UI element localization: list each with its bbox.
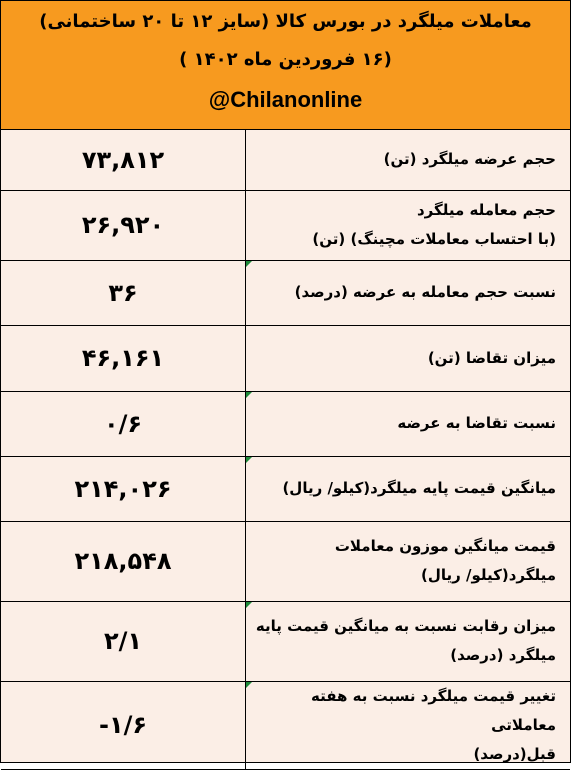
table-row bbox=[1, 190, 570, 260]
table-row bbox=[1, 391, 570, 456]
row-label bbox=[246, 190, 571, 260]
stats-table bbox=[1, 130, 570, 770]
row-value bbox=[1, 260, 246, 325]
header-channel-handle: @Chilanonline bbox=[208, 87, 363, 112]
row-label bbox=[246, 325, 571, 391]
row-label bbox=[246, 260, 571, 325]
row-value bbox=[1, 190, 246, 260]
row-label bbox=[246, 681, 571, 769]
row-label-text: میانگین قیمت پایه میلگرد(کیلو/ ریال) bbox=[282, 479, 556, 497]
row-label bbox=[246, 130, 571, 190]
row-value-text: ۷۳,۸۱۲ bbox=[81, 145, 165, 174]
row-label bbox=[246, 456, 571, 521]
row-value bbox=[1, 601, 246, 681]
cell-comment-marker-icon bbox=[246, 392, 252, 398]
header-title: معاملات میلگرد در بورس کالا (سایز ۱۲ تا ۲۰ ساختمانی) bbox=[39, 11, 532, 32]
cell-comment-marker-icon bbox=[246, 457, 252, 463]
cell-comment-marker-icon bbox=[246, 261, 252, 267]
row-value-text: ۲/۱ bbox=[103, 627, 143, 655]
table-row bbox=[1, 325, 570, 391]
table-row bbox=[1, 601, 570, 681]
row-label-text: نسبت تقاضا به عرضه bbox=[397, 414, 556, 432]
row-value bbox=[1, 130, 246, 190]
row-label bbox=[246, 391, 571, 456]
row-value-text: ۳۶ bbox=[108, 278, 138, 307]
row-label-text: میزان رقابت نسبت به میانگین قیمت پایه میلگرد (درصد) bbox=[255, 617, 556, 664]
table-row bbox=[1, 681, 570, 769]
row-label-text: میزان تقاضا (تن) bbox=[427, 348, 556, 367]
table-row bbox=[1, 130, 570, 190]
row-value bbox=[1, 325, 246, 391]
row-label-text: حجم معامله میلگرد (با احتساب معاملات مچینگ) (تن) bbox=[312, 201, 556, 248]
row-value bbox=[1, 391, 246, 456]
row-label bbox=[246, 521, 571, 601]
row-label bbox=[246, 601, 571, 681]
table-row bbox=[1, 521, 570, 601]
row-value-text: -۱/۶ bbox=[98, 711, 148, 739]
row-label-text: قیمت میانگین موزون معاملات میلگرد(کیلو/ ریال) bbox=[334, 537, 556, 584]
table-row bbox=[1, 260, 570, 325]
row-label-text: نسبت حجم معامله به عرضه (درصد) bbox=[294, 283, 556, 301]
row-label-text: تغییر قیمت میلگرد نسبت به هفته معاملاتی قبل(درصد) bbox=[311, 686, 556, 763]
row-value bbox=[1, 456, 246, 521]
table-row bbox=[1, 456, 570, 521]
row-value-text: ۲۱۸,۵۴۸ bbox=[74, 547, 172, 575]
row-value-text: ۴۶,۱۶۱ bbox=[81, 344, 165, 372]
table-header bbox=[1, 1, 570, 130]
cell-comment-marker-icon bbox=[246, 682, 252, 688]
header-date: (۱۶ فروردین ماه ۱۴۰۲ ) bbox=[179, 49, 392, 70]
row-value-text: ۲۶,۹۲۰ bbox=[81, 211, 165, 239]
row-value bbox=[1, 521, 246, 601]
cell-comment-marker-icon bbox=[246, 602, 252, 608]
row-value bbox=[1, 681, 246, 769]
row-value-text: ۲۱۴,۰۲۶ bbox=[74, 474, 172, 503]
row-value-text: ۰/۶ bbox=[103, 409, 143, 438]
row-label-text: حجم عرضه میلگرد (تن) bbox=[383, 150, 556, 169]
